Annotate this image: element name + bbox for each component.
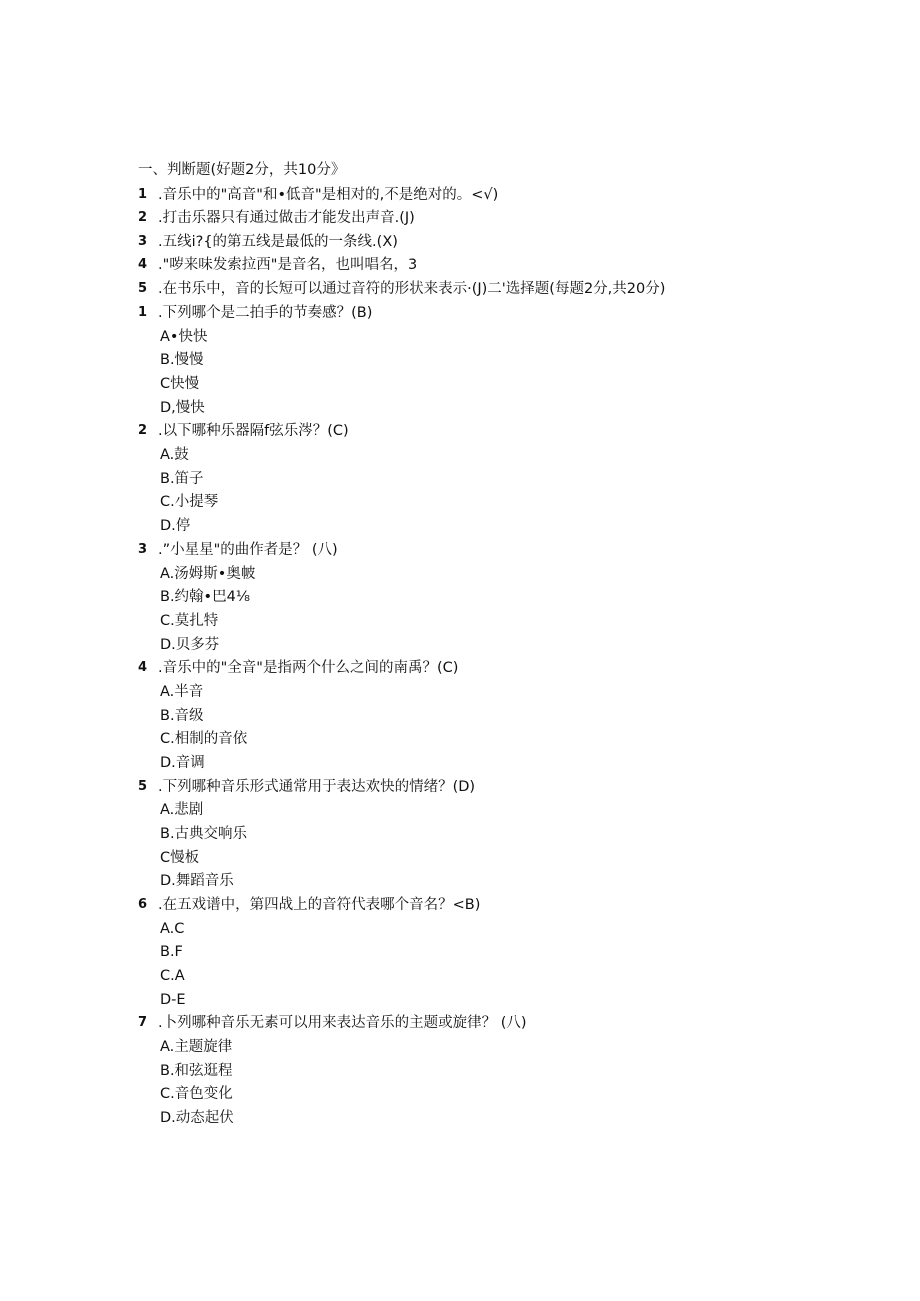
question-item [0, 777, 920, 797]
item-text: .在书乐中，音的长短可以通过音符的形状来表示·(J)二'选择题(每题2分,共20分) [158, 281, 666, 297]
option-a: A.主题旋律 [160, 1039, 233, 1055]
question-item [0, 540, 920, 560]
judgment-item [0, 208, 920, 228]
option-a: A.C [160, 921, 185, 937]
option-c: C快慢 [160, 376, 200, 392]
question-number: 4 [138, 660, 148, 675]
question-text: .下列哪个是二拍手的节奏感？(B) [158, 305, 373, 321]
judgment-item [0, 185, 920, 205]
option-a: A.鼓 [160, 447, 189, 463]
item-text: .五线i?{的第五线是最低的一条线.(X) [158, 234, 398, 250]
question-text: .在五戏谱中，第四战上的音符代表哪个音名？<B) [158, 897, 481, 913]
question-number: 6 [138, 897, 148, 912]
option-c: C.相制的音依 [160, 731, 248, 747]
option-b: B.音级 [160, 708, 204, 724]
item-number: 3 [138, 234, 148, 249]
option-b: B.F [160, 944, 183, 960]
judgment-item [0, 232, 920, 252]
question-number: 1 [138, 305, 148, 320]
option-b: B.笛子 [160, 471, 204, 487]
option-a: A.汤姆斯•奥帔 [160, 566, 256, 582]
judgment-item [0, 255, 920, 275]
question-number: 2 [138, 423, 148, 438]
question-item [0, 658, 920, 678]
item-number: 4 [138, 257, 148, 272]
question-item [0, 895, 920, 915]
option-a: A•快快 [160, 329, 208, 345]
question-text: .卜列哪种音乐无素可以用来表达音乐的主题或旋律？ (八) [158, 1015, 527, 1031]
section-heading-judgment: 一、判断题(好题2分，共10分》 [138, 162, 346, 178]
option-d: D.舞蹈音乐 [160, 873, 234, 889]
option-c: C.音色变化 [160, 1086, 233, 1102]
item-number: 5 [138, 281, 148, 296]
item-number: 2 [138, 210, 148, 225]
question-text: .”小星星"的曲作者是？ (八) [158, 542, 338, 558]
option-d: D-E [160, 992, 186, 1008]
option-c: C.莫扎特 [160, 613, 219, 629]
judgment-item [0, 279, 920, 299]
option-c: C.小提琴 [160, 494, 219, 510]
option-d: D,慢快 [160, 400, 205, 416]
question-text: .下列哪种音乐形式通常用于表达欢快的情绪？(D) [158, 779, 476, 795]
option-d: D.停 [160, 518, 191, 534]
option-b: B.和弦逛程 [160, 1063, 233, 1079]
item-text: .音乐中的"高音"和•低音"是相对的,不是绝对的。<√) [158, 187, 499, 203]
option-a: A.悲剧 [160, 802, 204, 818]
question-text: .音乐中的"全音"是指两个什么之间的南禹？(C) [158, 660, 459, 676]
question-text: .以下哪种乐器隔f弦乐涔？(C) [158, 423, 349, 439]
option-a: A.半音 [160, 684, 204, 700]
option-d: D.贝多芬 [160, 637, 220, 653]
question-item [0, 1013, 920, 1033]
question-number: 5 [138, 779, 148, 794]
option-b: B.慢慢 [160, 352, 204, 368]
option-c: C.A [160, 968, 185, 984]
option-b: B.古典交响乐 [160, 826, 248, 842]
question-item [0, 421, 920, 441]
question-number: 3 [138, 542, 148, 557]
option-d: D.音调 [160, 755, 205, 771]
question-item [0, 303, 920, 323]
question-number: 7 [138, 1015, 148, 1030]
option-d: D.动态起伏 [160, 1110, 234, 1126]
option-c: C慢板 [160, 850, 200, 866]
option-b: B.约翰•巴4⅛ [160, 589, 250, 605]
item-number: 1 [138, 187, 148, 202]
item-text: ."哕来味发索拉西"是音名，也叫唱名，3 [158, 257, 418, 273]
item-text: .打击乐器只有通过做击才能发出声音.(J) [158, 210, 415, 226]
